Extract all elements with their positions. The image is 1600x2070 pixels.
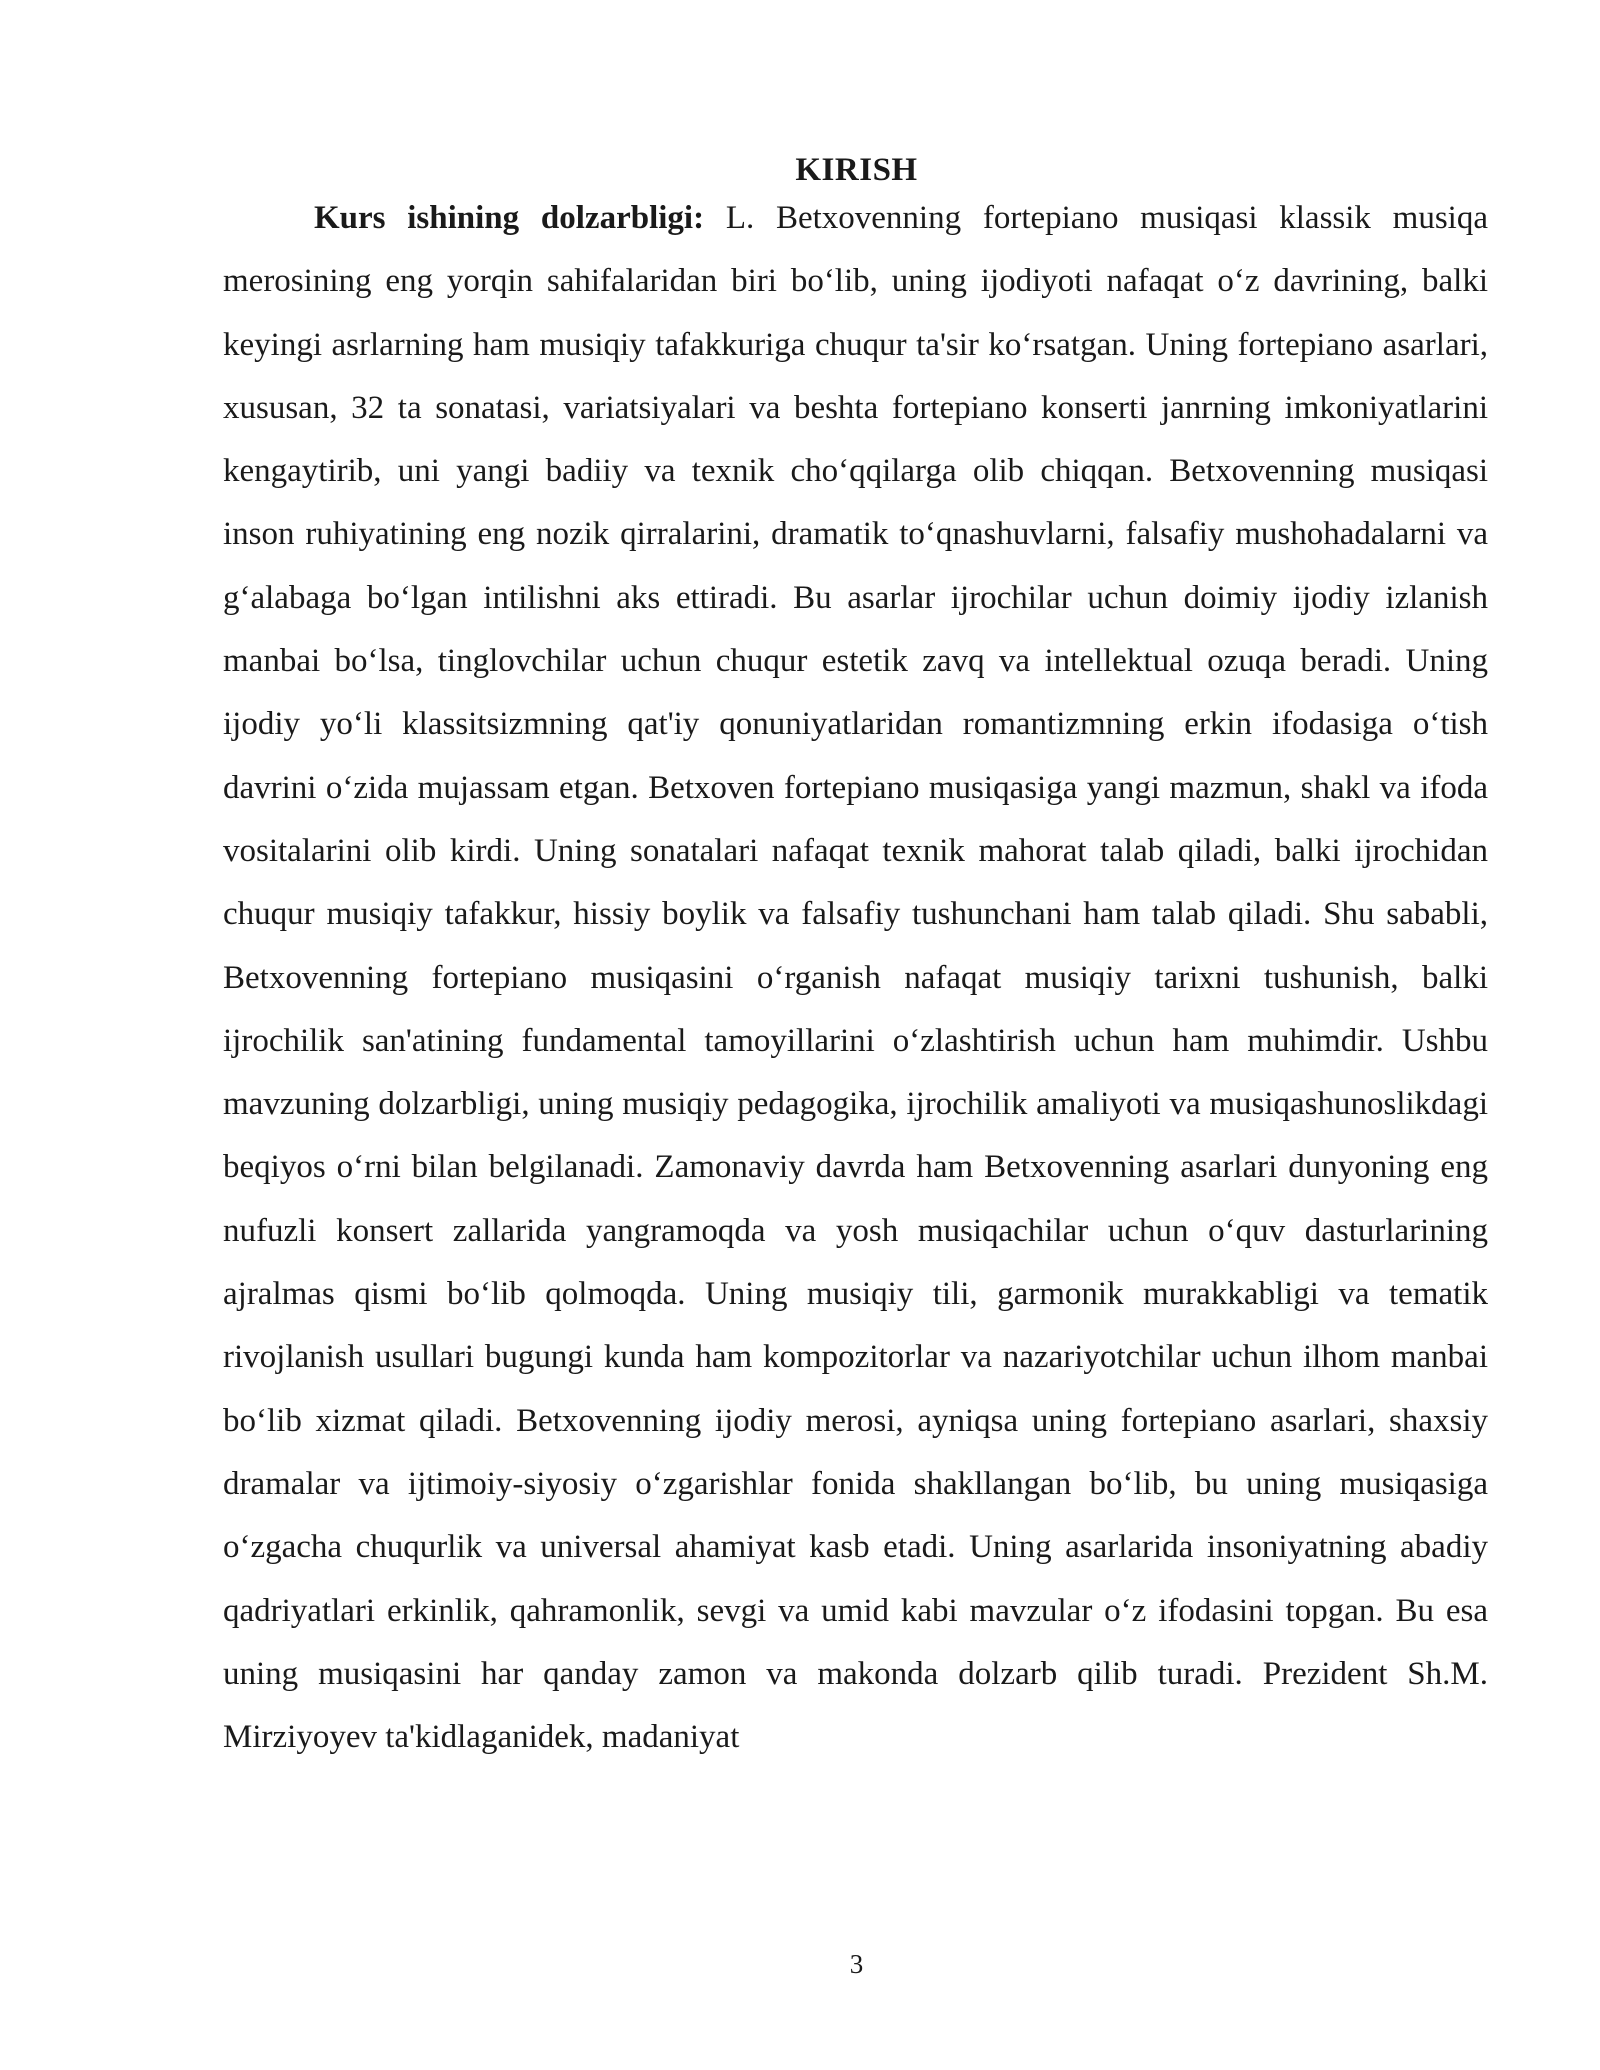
body-paragraph [223,187,1488,1769]
section-heading: KIRISH [795,152,918,188]
paragraph-text: L. Betxovenning fortepiano musiqasi klassik musiqa merosining eng yorqin sahifalaridan biri bo‘lib, uning ijodiyoti nafaqat o‘z davrining, balki keyingi asrlarning ham musiqiy tafakkuriga chuqur ta'sir ko‘rsatgan. Uning fortepiano asarlari, xususan, 32 ta sonatasi, variatsiyalari va beshta fortepiano konserti janrning imkoniyatlarini kengaytirib, uni yangi badiiy va texnik cho‘qqilarga olib chiqqan. Betxovenning musiqasi inson ruhiyatining eng nozik qirralarini, dramatik to‘qnashuvlarni, falsafiy mushohadalarni va g‘alabaga bo‘lgan intilishni aks ettiradi. Bu asarlar ijrochilar uchun doimiy ijodiy izlanish manbai bo‘lsa, tinglovchilar uchun chuqur estetik zavq va intellektual ozuqa beradi. Uning ijodiy yo‘li klassitsizmning qat'iy qonuniyatlaridan romantizmning erkin ifodasiga o‘tish davrini o‘zida mujassam etgan. Betxoven fortepiano musiqasiga yangi mazmun, shakl va ifoda vositalarini olib kirdi. Uning sonatalari nafaqat texnik mahorat talab qiladi, balki ijrochidan chuqur musiqiy tafakkur, hissiy boylik va falsafiy tushunchani ham talab qiladi. Shu sababli, Betxovenning fortepiano musiqasini o‘rganish nafaqat musiqiy tarixni tushunish, balki ijrochilik san'atining fundamental tamoyillarini o‘zlashtirish uchun ham muhimdir. Ushbu mavzuning dolzarbligi, uning musiqiy pedagogika, ijrochilik amaliyoti va musiqashunoslikdagi beqiyos o‘rni bilan belgilanadi. Zamonaviy davrda ham Betxovenning asarlari dunyoning eng nufuzli konsert zallarida yangramoqda va yosh musiqachilar uchun o‘quv dasturlarining ajralmas qismi bo‘lib qolmoqda. Uning musiqiy tili, garmonik murakkabligi va tematik rivojlanish usullari bugungi kunda ham kompozitorlar va nazariyotchilar uchun ilhom manbai bo‘lib xizmat qiladi. Betxovenning ijodiy merosi, ayniqsa uning fortepiano asarlari, shaxsiy dramalar va ijtimoiy-siyosiy o‘zgarishlar fonida shakllangan bo‘lib, bu uning musiqasiga o‘zgacha chuqurlik va universal ahamiyat kasb etadi. Uning asarlarida insoniyatning abadiy qadriyatlari erkinlik, qahramonlik, sevgi va umid kabi mavzular o‘z ifodasini topgan. Bu esa uning musiqasini har qanday zamon va makonda dolzarb qilib turadi. Prezident Sh.M. Mirziyoyev ta'kidlaganidek, madaniyat [223,200,1488,1756]
paragraph-lead: Kurs ishining dolzarbligi: [314,200,705,236]
page-number: 3 [849,1949,864,1979]
